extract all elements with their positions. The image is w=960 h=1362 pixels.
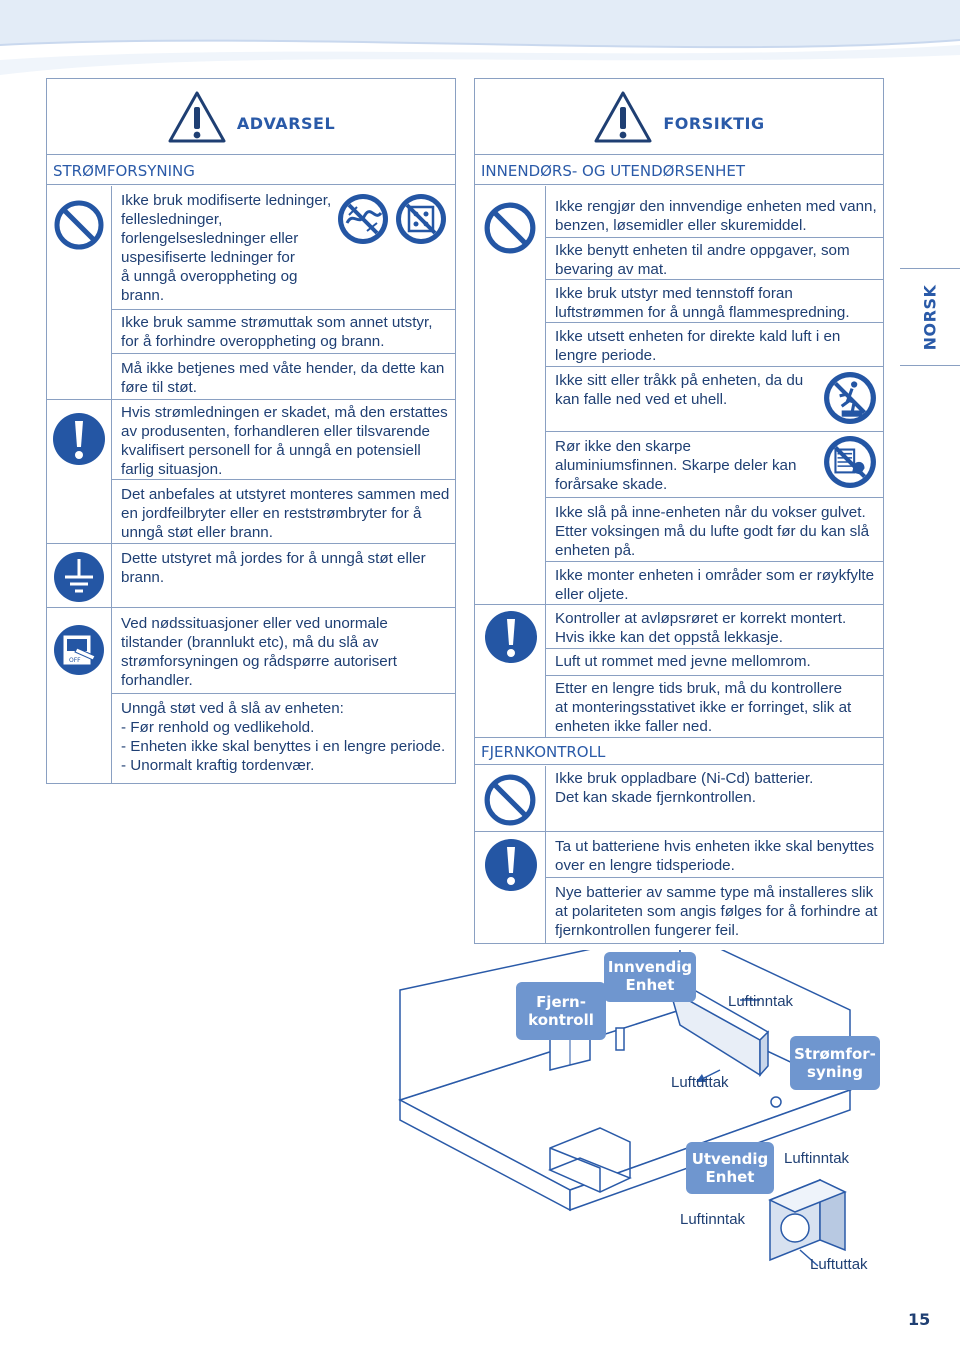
caution-item-9: Kontroller at avløpsrøret er korrekt montert. Hvis ikke kan det oppstå lekkasje. [555, 610, 847, 646]
label-air-inlet-outdoor-1: Luftinntak [784, 1150, 850, 1167]
caution-header [475, 79, 883, 155]
warning-triangle-icon [167, 89, 227, 145]
section-power-supply: STRØMFORSYNING [47, 157, 455, 185]
row-divider [475, 604, 883, 605]
warning-item-1: Ikke bruk modifiserte ledninger, fellesledninger, forlengelsesledninger eller uspesifiserte ledninger for å unngå overoppheting og brann. [121, 192, 332, 304]
label-air-outlet-indoor: Luftuttak [671, 1074, 729, 1091]
remote-item-2: Ta ut batteriene hvis enheten ikke skal benyttes over en lengre tidsperiode. [555, 838, 875, 874]
warning-header [47, 79, 455, 155]
prohibition-icon [483, 773, 537, 827]
off-label: OFF [69, 657, 81, 664]
callout-remote: Fjern- kontroll [516, 982, 606, 1040]
warning-item-7: Ved nødssituasjoner eller ved unormale tilstander (brannlukt etc), må du slå av strømforsyningen og rådspørre autorisert forhandler. [121, 615, 398, 689]
no-shared-socket-icon [395, 193, 447, 245]
caution-item-11: Etter en lengre tids bruk, må du kontrollere at monteringsstativet ikke er forringet, slik at enheten ikke faller ned. [555, 680, 852, 735]
row-divider [545, 237, 883, 238]
row-divider [545, 279, 883, 280]
row-divider [111, 309, 455, 310]
warning-item-3: Må ikke betjenes med våte hender, da dette kan føre til støt. [121, 360, 445, 396]
row-divider [545, 648, 883, 649]
mandatory-action-icon [483, 609, 539, 665]
row-divider [545, 561, 883, 562]
warning-item-5: Det anbefales at utstyret monteres sammen med en jordfeilbryter eller en reststrømbryter for å unngå støt eller brann. [121, 486, 450, 541]
remote-item-3: Nye batterier av samme type må installeres slik at polariteten som angis følges for å forhindre at fjernkontrollen fungerer feil. [555, 884, 878, 939]
label-air-inlet-indoor: Luftinntak [728, 993, 794, 1010]
row-divider [545, 497, 883, 498]
caution-item-5: Ikke sitt eller tråkk på enheten, da du kan falle ned ved et uhell. [555, 372, 804, 408]
caution-item-8: Ikke monter enheten i områder som er røykfylte eller oljete. [555, 567, 875, 603]
caution-item-4: Ikke utsett enheten for direkte kald luft i en lengre periode. [555, 328, 841, 364]
row-divider [545, 877, 883, 878]
row-divider [47, 399, 455, 400]
row-divider [47, 607, 455, 608]
caution-item-6: Rør ikke den skarpe aluminiumsfinnen. Skarpe deler kan forårsake skade. [555, 438, 797, 493]
caution-item-7: Ikke slå på inne-enheten når du vokser gulvet. Etter voksingen må du lufte godt før du kan slå enheten på. [555, 504, 870, 559]
prohibition-icon [483, 201, 537, 255]
language-tab-label: NORSK [920, 284, 940, 350]
no-touching-fins-icon [823, 435, 877, 489]
caution-title: FORSIKTIG [663, 114, 765, 133]
warning-title: ADVARSEL [236, 114, 336, 133]
row-divider [111, 693, 455, 694]
warning-item-6: Dette utstyret må jordes for å unngå støt eller brann. [121, 550, 426, 586]
section-remote-control: FJERNKONTROLL [475, 737, 883, 765]
page-number: 15 [908, 1310, 931, 1329]
callout-indoor-unit: Innvendig Enhet [604, 952, 696, 1002]
warning-item-4: Hvis strømledningen er skadet, må den erstattes av produsenten, forhandleren eller tilsvarende kvalifisert personell for å unngå en potensiell farlig situasjon. [121, 404, 448, 478]
language-tab [900, 268, 960, 366]
mandatory-action-icon [51, 411, 107, 467]
column-divider [545, 766, 546, 943]
caution-item-3: Ikke bruk utstyr med tennstoff foran luftstrømmen for å unngå flammespredning. [555, 285, 850, 321]
caution-item-1: Ikke rengjør den innvendige enheten med vann, benzen, løsemidler eller skuremiddel. [555, 198, 877, 234]
warning-item-2: Ikke bruk samme strømuttak som annet utstyr, for å forhindre overoppheting og brann. [121, 314, 433, 350]
remote-item-1: Ikke bruk oppladbare (Ni-Cd) batterier. Det kan skade fjernkontrollen. [555, 770, 814, 806]
remote-control-illustration [616, 1028, 624, 1050]
row-divider [111, 353, 455, 354]
warning-item-8: Unngå støt ved å slå av enheten: - Før renhold og vedlikehold. - Enheten ikke skal benyttes i en lengre periode. - Unormalt kraftig tordenvær. [121, 700, 446, 774]
column-divider [545, 186, 546, 743]
row-divider [545, 675, 883, 676]
row-divider [475, 831, 883, 832]
row-divider [47, 543, 455, 544]
row-divider [111, 479, 455, 480]
caution-item-10: Luft ut rommet med jevne mellomrom. [555, 653, 811, 670]
caution-item-2: Ikke benytt enheten til andre oppgaver, som bevaring av mat. [555, 242, 850, 278]
row-divider [545, 322, 883, 323]
no-stepping-on-unit-icon [823, 371, 877, 425]
row-divider [545, 366, 883, 367]
warning-box [46, 78, 456, 784]
caution-triangle-icon [593, 89, 653, 145]
callout-power-supply: Strømfor- syning [790, 1036, 880, 1090]
label-air-inlet-outdoor-2: Luftinntak [680, 1211, 746, 1228]
callout-outdoor-unit: Utvendig Enhet [686, 1142, 774, 1194]
earth-ground-icon [53, 551, 105, 603]
label-air-outlet-outdoor: Luftuttak [810, 1256, 868, 1273]
row-divider [545, 431, 883, 432]
section-indoor-outdoor: INNENDØRS- OG UTENDØRSENHET [475, 157, 883, 185]
power-off-switch-icon [53, 624, 105, 676]
caution-box [474, 78, 884, 944]
outdoor-unit-illustration [770, 1180, 845, 1260]
mandatory-action-icon [483, 837, 539, 893]
prohibition-icon [53, 199, 105, 251]
